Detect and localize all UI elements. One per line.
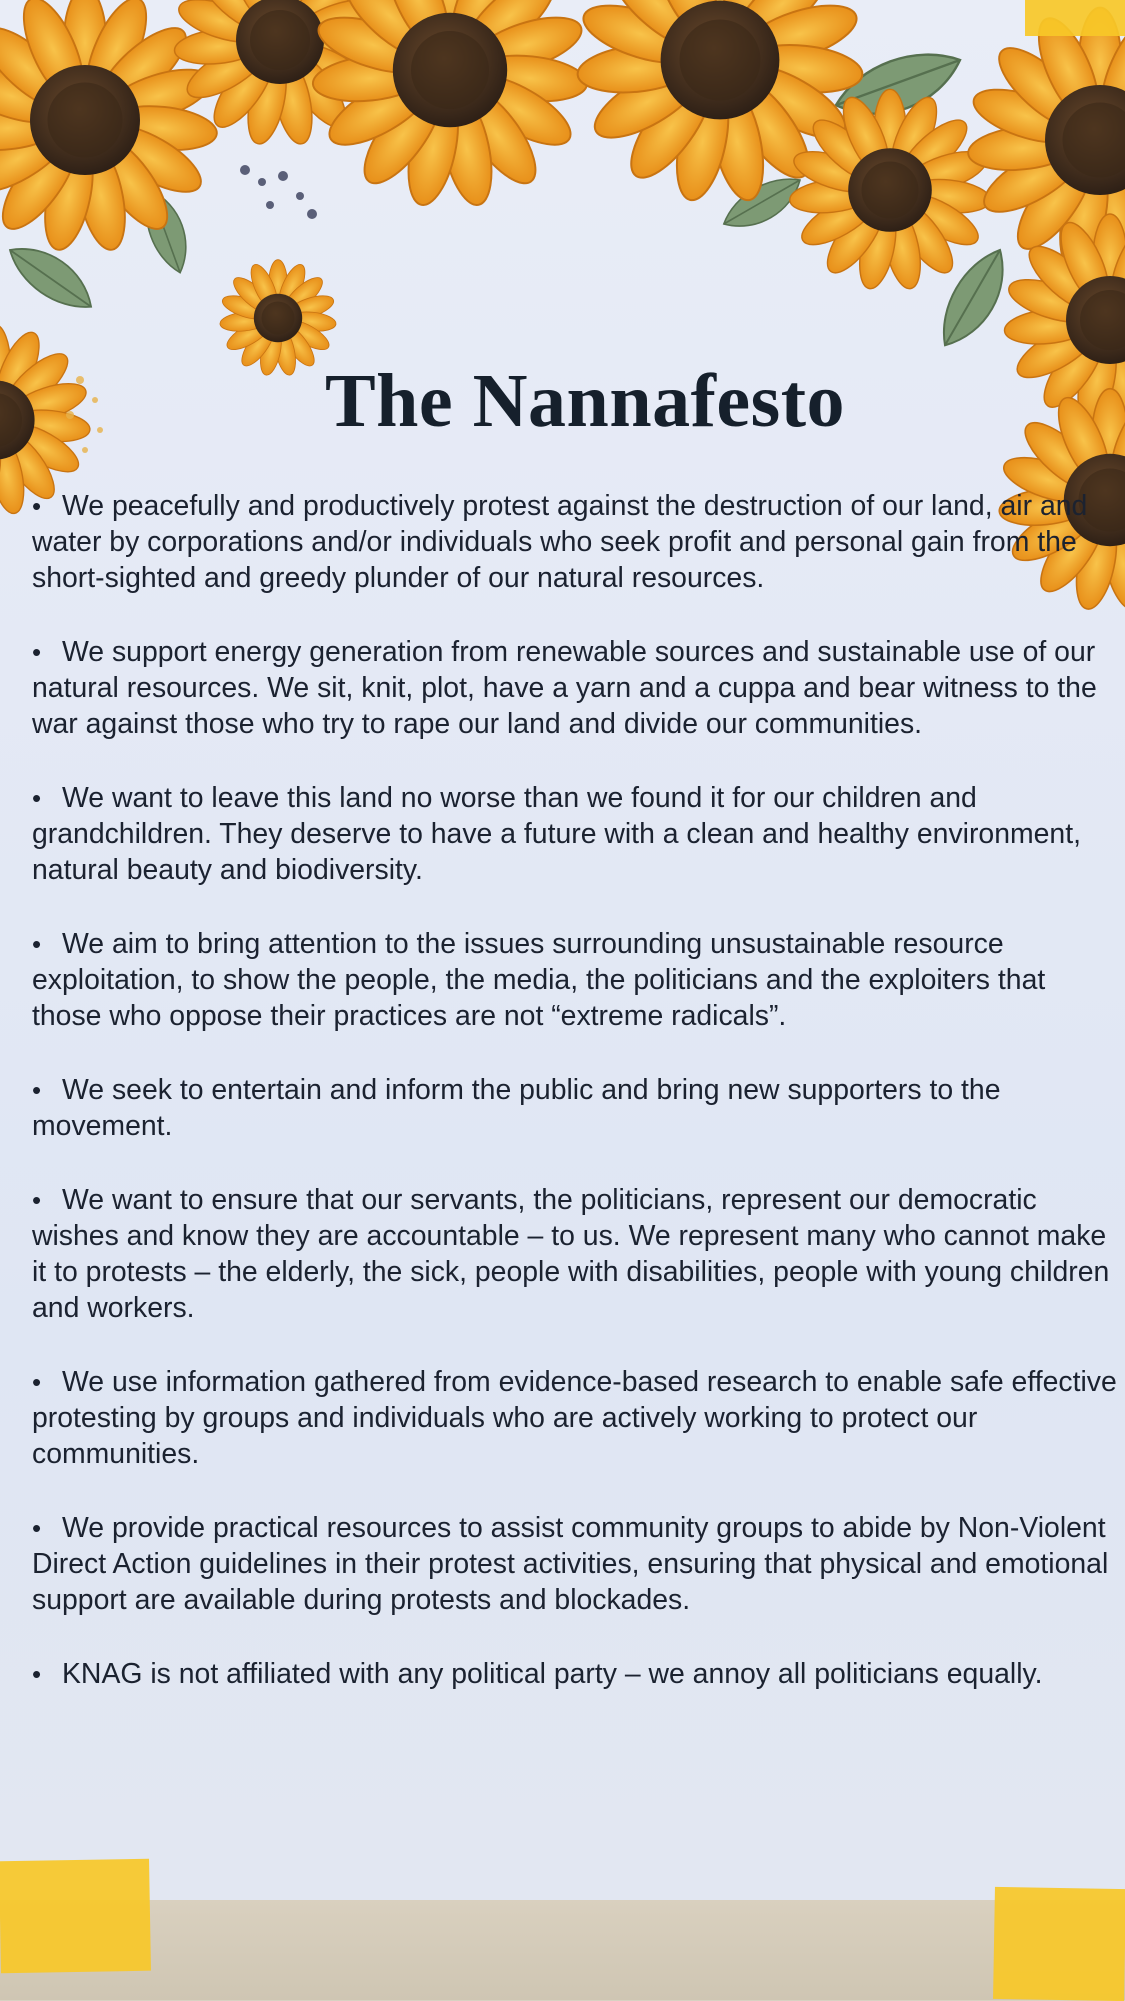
manifesto-list [32,488,1122,1730]
bullet-icon: • [32,1513,42,1543]
floor-surface [0,1900,1125,2000]
manifesto-item [32,488,1122,596]
manifesto-item-text: We want to ensure that our servants, the politicians, represent our democratic wishes and know they are accountable – to us. We represent many who cannot make it to protests – the elderly, the sick, people with disabilities, people with young children and workers. [32,1184,1110,1324]
manifesto-item [32,634,1122,742]
manifesto-item [32,1510,1122,1618]
tape-top-right [1025,0,1125,36]
bullet-icon: • [32,637,42,667]
sunflower-icon [311,0,590,209]
manifesto-item [32,1364,1122,1472]
manifesto-item-text: We want to leave this land no worse than we found it for our children and grandchildren. They deserve to have a future with a clean and healthy environment, natural beauty and biodiversity. [32,782,1081,886]
manifesto-item [32,1656,1122,1692]
manifesto-item [32,780,1122,888]
manifesto-item [32,1072,1122,1144]
tape-bottom-right [993,1887,1125,2001]
bullet-icon: • [32,1075,42,1105]
bullet-icon: • [32,929,42,959]
manifesto-item-text: We peacefully and productively protest against the destruction of our land, air and water by corporations and/or individuals who seek profit and personal gain from the short-sighted and greedy plunder of our natural resources. [32,490,1088,594]
manifesto-item-text: We aim to bring attention to the issues surrounding unsustainable resource exploitation, to show the people, the media, the politicians and the exploiters that those who oppose their practices are not “extreme radicals”. [32,928,1046,1032]
manifesto-item-text: We provide practical resources to assist community groups to abide by Non-Violent Direct Action guidelines in their protest activities, ensuring that physical and emotional support are available during protests and blockades. [32,1512,1109,1616]
bullet-icon: • [32,1185,42,1215]
manifesto-item-text: We seek to entertain and inform the public and bring new supporters to the movement. [32,1074,1001,1142]
manifesto-item [32,926,1122,1034]
manifesto-item-text: KNAG is not affiliated with any political party – we annoy all politicians equally. [62,1658,1043,1690]
manifesto-item-text: We use information gathered from evidence-based research to enable safe effective protesting by groups and individuals who are actively working to protect our communities. [32,1366,1117,1470]
tape-bottom-left [0,1859,151,1974]
bullet-icon: • [32,783,42,813]
bullet-icon: • [32,491,42,521]
bullet-icon: • [32,1367,42,1397]
bullet-icon: • [32,1659,42,1689]
manifesto-item-text: We support energy generation from renewable sources and sustainable use of our natural resources. We sit, knit, plot, have a yarn and a cuppa and bear witness to the war against those who try to rape our land and divide our communities. [32,636,1097,740]
poster-title: The Nannafesto [324,359,846,443]
manifesto-item [32,1182,1122,1326]
